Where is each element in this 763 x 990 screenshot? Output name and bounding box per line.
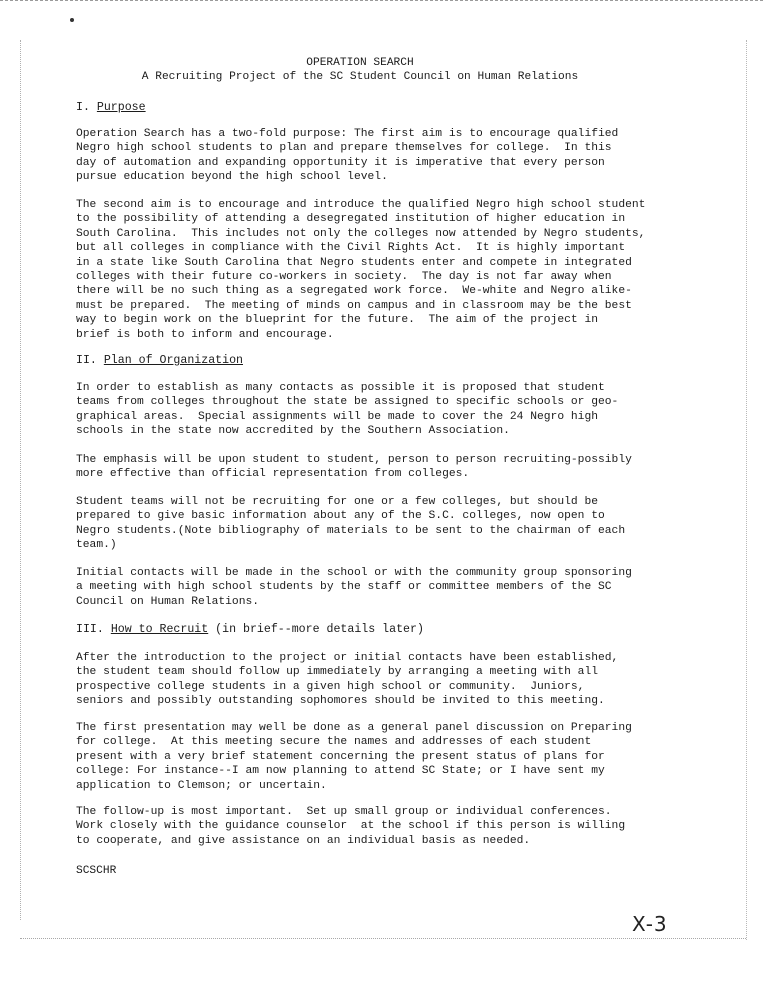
punch-dot — [70, 18, 74, 22]
text-line: Initial contacts will be made in the school or with the community group sponsoring — [76, 567, 632, 579]
text-line: pursue education beyond the high school level. — [76, 171, 388, 184]
text-line: day of automation and expanding opportunity it is imperative that every person — [76, 156, 605, 169]
text-line: prepared to give basic information about any of the S.C. colleges, now open to — [76, 510, 605, 523]
text-line: way to begin work on the blueprint for the future. The aim of the project in — [76, 314, 599, 327]
section-number: I. — [76, 101, 90, 114]
text-line: to the possibility of attending a desegregated institution of higher education in — [76, 213, 626, 226]
text-line: a meeting with high school students by the staff or committee members of the SC — [76, 581, 612, 594]
handwritten-page-number: X-3 — [632, 912, 668, 936]
text-line: The first presentation may well be done as a general panel discussion on Preparing — [76, 722, 632, 734]
text-line: there will be no such thing as a segregated work force. We-white and Negro alike- — [76, 285, 632, 298]
section-heading-recruit — [76, 622, 424, 637]
section-title: Purpose — [96, 101, 146, 114]
text-line: must be prepared. The meeting of minds on campus and in classroom may be the best — [76, 299, 632, 312]
organization-initials: SCSCHR — [76, 865, 117, 877]
text-line: to cooperate, and give assistance on an individual basis as needed. — [76, 834, 531, 847]
paragraph — [76, 495, 676, 553]
scan-edge-left — [20, 40, 21, 920]
section-number: II. — [76, 354, 97, 367]
text-line: Council on Human Relations. — [76, 595, 260, 608]
section-title-extra: (in brief--more details later) — [208, 623, 424, 636]
text-line: application to Clemson; or uncertain. — [76, 779, 327, 792]
paragraph — [76, 566, 676, 609]
text-line: college: For instance--I am now planning to attend SC State; or I have sent my — [76, 765, 605, 778]
text-line: The emphasis will be upon student to student, person to person recruiting-possibly — [76, 454, 632, 466]
paragraph — [76, 381, 676, 439]
section-title: Plan of Organization — [103, 354, 243, 367]
text-line: The follow-up is most important. Set up small group or individual conferences. — [76, 806, 612, 818]
section-heading-plan — [76, 353, 243, 368]
scan-edge-top — [0, 0, 763, 1]
section-number: III. — [76, 623, 104, 636]
paragraph — [76, 198, 676, 342]
text-line: in a state like South Carolina that Negro students enter and compete in integrated — [76, 256, 632, 269]
text-line: Work closely with the guidance counselor at the school if this person is willing — [76, 820, 626, 833]
text-line: teams from colleges throughout the state be assigned to specific schools or geo- — [76, 396, 619, 409]
text-line: Negro students.(Note bibliography of materials to be sent to the chairman of each — [76, 524, 626, 537]
text-line: The second aim is to encourage and introduce the qualified Negro high school student — [76, 199, 646, 211]
text-line: colleges with their future co-workers in society. The day is not far away when — [76, 271, 612, 284]
text-line: After the introduction to the project or initial contacts have been established, — [76, 652, 619, 664]
paragraph — [76, 453, 676, 482]
text-line: South Carolina. This includes not only the colleges now attended by Negro students, — [76, 227, 646, 240]
section-title: How to Recruit — [110, 623, 209, 636]
text-line: brief is both to inform and encourage. — [76, 328, 334, 341]
text-line: graphical areas. Special assignments will be made to cover the 24 Negro high — [76, 410, 599, 423]
paragraph — [76, 651, 676, 709]
paragraph — [76, 721, 676, 793]
text-line: prospective college students in a given high school or community. Juniors, — [76, 680, 585, 693]
text-line: schools in the state now accredited by the Southern Association. — [76, 425, 510, 438]
text-line: Negro high school students to plan and prepare themselves for college. In this — [76, 142, 612, 155]
text-line: the student team should follow up immediately by arranging a meeting with all — [76, 666, 599, 679]
paragraph — [76, 805, 676, 848]
text-line: In order to establish as many contacts as possible it is proposed that student — [76, 382, 605, 394]
text-line: present with a very brief statement concerning the present status of plans for — [76, 750, 605, 763]
section-heading-purpose — [76, 100, 146, 115]
text-line: more effective than official representation from colleges. — [76, 468, 470, 481]
document-title: OPERATION SEARCH — [306, 57, 414, 69]
text-line: team.) — [76, 539, 117, 552]
paragraph — [76, 127, 676, 185]
scan-edge-bottom — [20, 938, 746, 939]
text-line: Student teams will not be recruiting for one or a few colleges, but should be — [76, 496, 599, 508]
text-line: but all colleges in compliance with the Civil Rights Act. It is highly important — [76, 242, 626, 255]
scan-edge-right — [746, 40, 747, 940]
document-subtitle: A Recruiting Project of the SC Student Council on Human Relations — [141, 71, 579, 83]
text-line: for college. At this meeting secure the names and addresses of each student — [76, 736, 592, 749]
text-line: Operation Search has a two-fold purpose: The first aim is to encourage qualified — [76, 128, 619, 140]
text-line: seniors and possibly outstanding sophomores should be invited to this meeting. — [76, 695, 605, 708]
